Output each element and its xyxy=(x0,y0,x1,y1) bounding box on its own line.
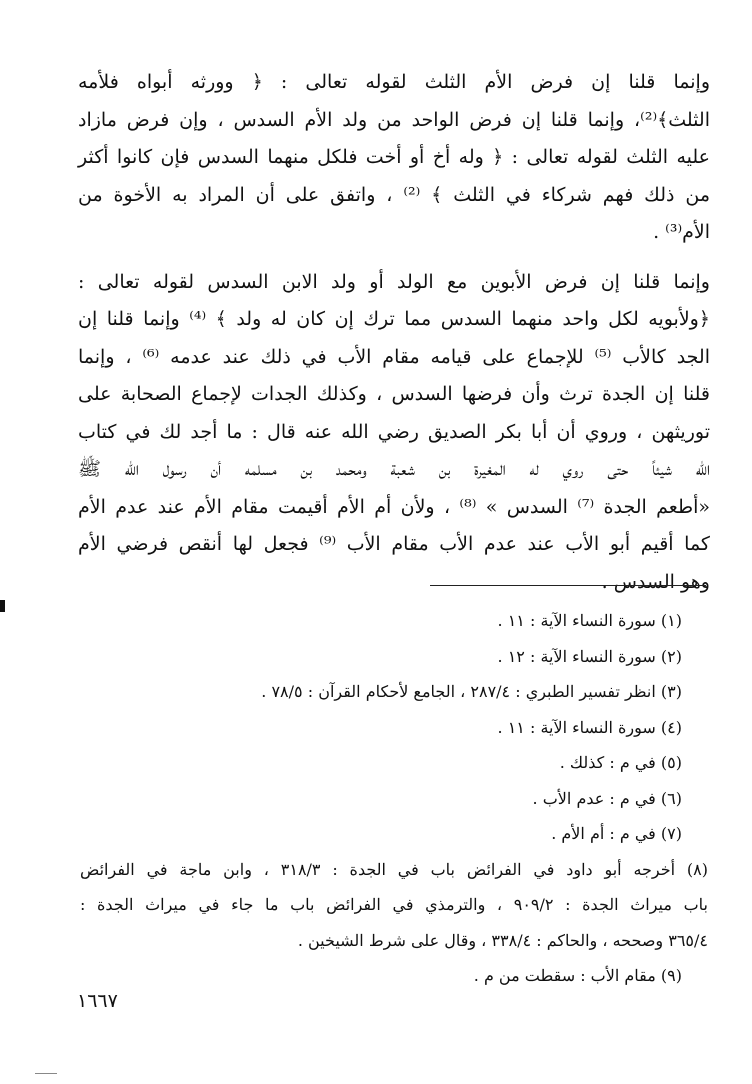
text-line: وإنما قلنا إن فرض الأبوين مع الولد أو ولد الابن السدس لقوله تعالى : xyxy=(78,270,710,293)
text-line: وهو السدس . xyxy=(601,570,710,593)
scan-margin-mark xyxy=(0,600,5,612)
footnote-line: (٨) أخرجه أبو داود في الفرائض باب في الجدة : ٣١٨/٣ ، وابن ماجة في الفرائض xyxy=(80,859,708,879)
text-line: كما أقيم أبو الأب عند عدم الأب مقام الأب ⁽⁹⁾ فجعل لها أنقص فرضي الأم xyxy=(78,533,710,555)
text-line: «أطعم الجدة ⁽⁷⁾ السدس » ⁽⁸⁾ ، ولأن أم الأم أقيمت مقام الأم عند عدم الأم xyxy=(78,495,711,518)
footnote-line: باب ميراث الجدة : ٩٠٩/٢ ، والترمذي في الفرائض باب ما جاء في ميراث الجدة : xyxy=(80,895,708,914)
text-line: قلنا إن الجدة ترث وأن فرضها السدس ، وكذلك الجدات لإجماع الصحابة على xyxy=(78,383,710,405)
text-line: الجد كالأب ⁽⁵⁾ للإجماع على قيامه مقام الأب في ذلك عند عدمه ⁽⁶⁾ ، وإنما xyxy=(78,345,710,368)
paragraph-1 xyxy=(78,64,710,252)
footnote-4: (٤) سورة النساء الآية : ١١ . xyxy=(497,717,682,737)
text-line: وإنما قلنا إن فرض الأم الثلث لقوله تعالى : ﴿ وورثه أبواه فلأمه xyxy=(78,71,710,93)
footnote-9: (٩) مقام الأب : سقطت من م . xyxy=(473,966,682,985)
text-line: ﴿ولأبويه لكل واحد منهما السدس مما ترك إن كان له ولد ﴾ ⁽⁴⁾ وإنما قلنا إن xyxy=(78,308,710,330)
text-line: الأم⁽³⁾ . xyxy=(653,221,710,243)
footnote-line: ٣٦٥/٤ وصححه ، والحاكم : ٣٣٨/٤ ، وقال على شرط الشيخين . xyxy=(297,930,708,950)
footnote-8 xyxy=(80,852,708,959)
main-text xyxy=(78,64,710,601)
footnote-5: (٥) في م : كذلك . xyxy=(559,753,682,772)
footnote-2: (٢) سورة النساء الآية : ١٢ . xyxy=(497,646,682,666)
scan-speck xyxy=(35,1073,57,1074)
text-line: عليه الثلث لقوله تعالى : ﴿ وله أخ أو أخت فلكل منهما السدس فإن كانوا أكثر xyxy=(78,146,710,168)
text-line: من ذلك فهم شركاء في الثلث ﴾ ⁽²⁾ ، واتفق على أن المراد به الأخوة من xyxy=(78,183,710,206)
text-line: توريثهن ، وروي أن أبا بكر الصديق رضي الله عنه قال : ما أجد لك في كتاب xyxy=(78,420,710,443)
page-number: ١٦٦٧ xyxy=(77,990,118,1012)
text-line: الثلث﴾⁽²⁾، وإنما قلنا إن فرض الواحد من ولد الأم السدس ، وإن فرض مازاد xyxy=(78,108,710,131)
footnote-1: (١) سورة النساء الآية : ١١ . xyxy=(497,611,682,630)
footnote-3: (٣) انظر تفسير الطبري : ٢٨٧/٤ ، الجامع لأحكام القرآن : ٧٨/٥ . xyxy=(261,682,682,701)
text-line: الله شيئاً حتى روي له المغيرة بن شعبة ومحمد بن مسلمه أن رسول الله ﷺ xyxy=(78,458,710,480)
footnote-7: (٧) في م : أم الأم . xyxy=(551,824,682,843)
footnote-6: (٦) في م : عدم الأب . xyxy=(532,788,682,808)
footnotes xyxy=(80,603,708,994)
paragraph-2 xyxy=(78,264,710,602)
footnote-separator xyxy=(430,585,706,586)
